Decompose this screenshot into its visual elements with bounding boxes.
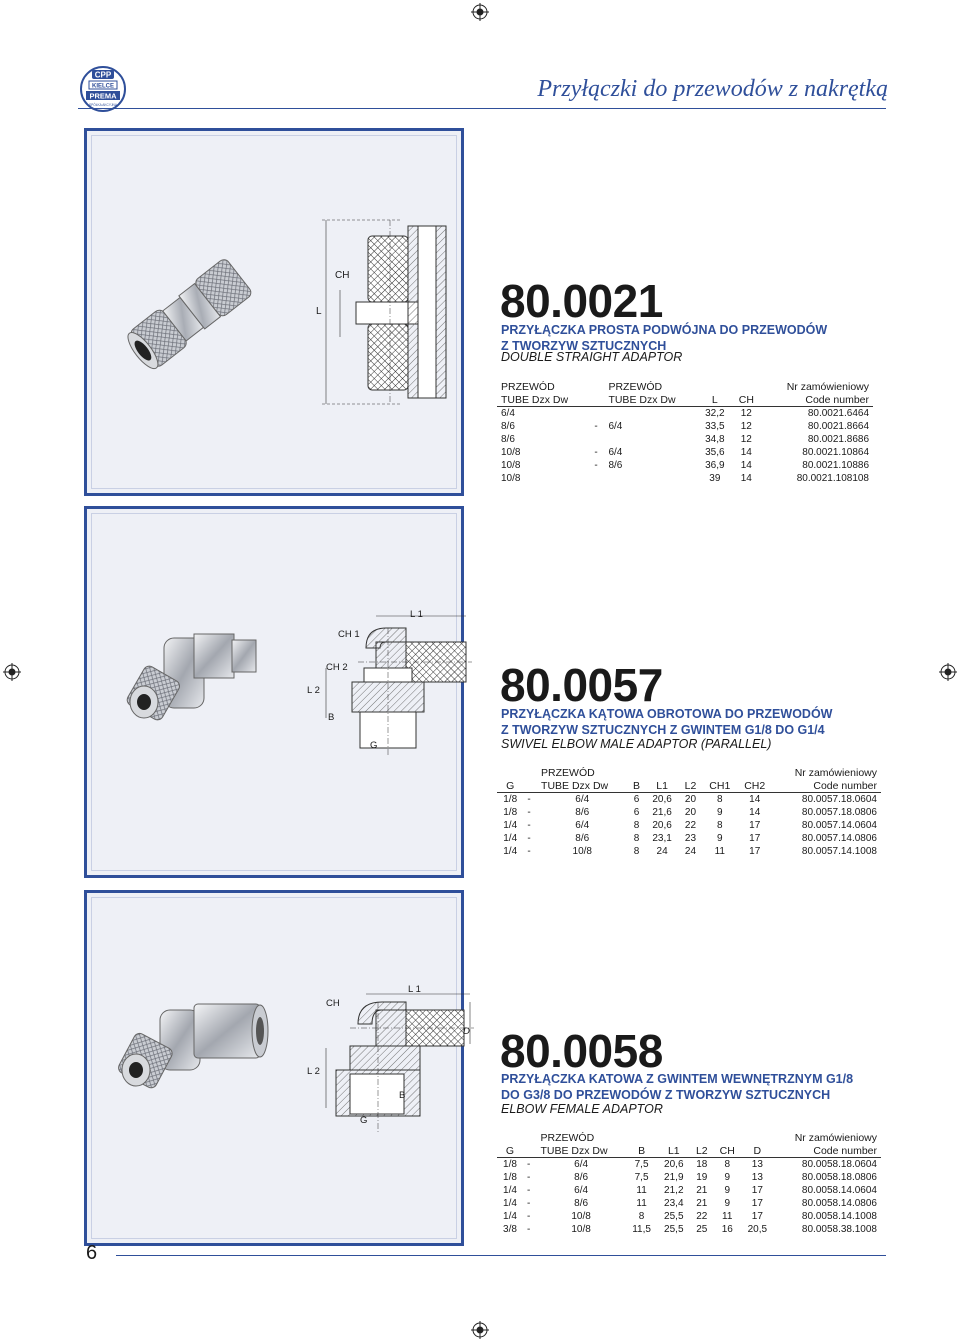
registration-mark-icon [471, 1321, 489, 1339]
table-cell: 8 [633, 846, 640, 857]
product-subtitle: DOUBLE STRAIGHT ADAPTOR [501, 350, 683, 364]
svg-text:KIELCE: KIELCE [91, 83, 115, 90]
table-cell: - [594, 421, 598, 432]
registration-mark-icon [939, 663, 957, 681]
table-cell: 8 [633, 820, 640, 831]
table-cell: 80.0057.14.0604 [801, 820, 877, 831]
table-cell: 25,5 [664, 1224, 684, 1235]
table-cell: 17 [749, 846, 761, 857]
drawing-label: B [399, 1090, 406, 1101]
drawing-label: CH [335, 270, 350, 281]
table-cell: 35,6 [705, 447, 725, 458]
table-cell: - [594, 447, 598, 458]
header-cell [690, 1131, 713, 1144]
header-cell: G [505, 1144, 515, 1157]
header-cell: Code number [805, 393, 869, 406]
registration-mark-icon [3, 663, 21, 681]
table-cell: 1/4 [503, 820, 518, 831]
header-cell: L2 [684, 779, 697, 792]
table-cell: 1/8 [503, 1159, 517, 1170]
table-cell [590, 407, 604, 420]
product-code: 80.0021 [500, 275, 663, 327]
table-cell: 12 [740, 408, 752, 419]
table-cell: 14 [749, 807, 761, 818]
header-cell: G [506, 779, 515, 792]
table-cell: 10/8 [571, 1211, 591, 1222]
header-cell [646, 766, 679, 779]
header-cell: L1 [656, 779, 668, 792]
table-cell: 14 [740, 460, 752, 471]
table-cell: 17 [749, 833, 761, 844]
header-cell [497, 1131, 523, 1144]
spec-table [497, 1131, 881, 1236]
header-cell: Code number [813, 779, 877, 792]
table-cell: 3/8 [503, 1224, 517, 1235]
table-cell: 11 [636, 1198, 647, 1209]
table-cell: 13 [751, 1172, 763, 1183]
table-cell: 23 [684, 833, 697, 844]
table-cell: 80.0057.18.0604 [801, 794, 877, 805]
table-cell: 7,5 [634, 1172, 649, 1183]
header-cell: TUBE Dzx Dw [540, 1144, 608, 1157]
header-cell [679, 766, 703, 779]
table-cell: 21 [696, 1198, 708, 1209]
table-cell: 39 [709, 473, 721, 484]
table-cell: 12 [740, 421, 752, 432]
table-cell: 8/6 [608, 460, 623, 471]
table-cell: - [594, 460, 598, 471]
header-cell: CH2 [744, 779, 766, 792]
table-cell: - [527, 1211, 531, 1222]
header-cell [590, 393, 604, 407]
header-cell [523, 1144, 536, 1158]
table-cell: 9 [724, 1185, 731, 1196]
table-row [497, 433, 873, 446]
table-header-row [497, 1144, 881, 1158]
table-cell: 21 [696, 1185, 708, 1196]
table-cell: 17 [751, 1185, 763, 1196]
header-cell: CH1 [709, 779, 731, 792]
technical-drawing [300, 212, 480, 412]
table-cell: 25 [696, 1224, 708, 1235]
drawing-label: B [328, 712, 335, 723]
table-cell: 14 [740, 473, 752, 484]
table-row [497, 1197, 881, 1210]
table-header-row [497, 779, 881, 793]
swivel-elbow-photo [122, 618, 268, 738]
table-cell: 10/8 [501, 460, 521, 471]
header-cell: B [638, 1144, 646, 1157]
header-cell: Nr zamówieniowy [794, 766, 877, 779]
technical-drawing [306, 608, 476, 758]
header-cell: Nr zamówieniowy [794, 1131, 877, 1144]
table-cell: 1/4 [503, 1198, 517, 1209]
page-title: Przyłączki do przewodów z nakrętką [537, 76, 888, 102]
table-cell: - [527, 1198, 531, 1209]
table-cell: 80.0021.6464 [807, 408, 869, 419]
drawing-label: L 1 [410, 609, 423, 620]
header-cell: L [711, 393, 718, 406]
table-cell: 6 [633, 807, 640, 818]
table-row [497, 845, 881, 858]
product-subtitle: ELBOW FEMALE ADAPTOR [501, 1102, 663, 1116]
table-cell: 1/8 [503, 794, 518, 805]
table-cell: 23,1 [652, 833, 672, 844]
table-cell [590, 433, 604, 446]
table-cell: 8/6 [501, 421, 515, 432]
table-cell [604, 472, 697, 485]
table-cell: 6/4 [575, 794, 590, 805]
technical-drawing [306, 988, 478, 1138]
table-cell: - [527, 1172, 531, 1183]
product-title: PRZYŁĄCZKA KATOWA Z GWINTEM WEWNĘTRZNYM G1/8 DO G3/8 DO PRZEWODÓW Z TWORZYW SZTUCZNYCH [501, 1072, 854, 1102]
header-cell [590, 380, 604, 393]
table-cell: 8/6 [501, 434, 515, 445]
table-row [497, 1184, 881, 1197]
table-row [497, 446, 873, 459]
header-cell [523, 1131, 536, 1144]
table-cell: 22 [696, 1211, 708, 1222]
table-cell: 14 [740, 447, 752, 458]
header-cell: CH [738, 393, 754, 406]
table-row [497, 472, 873, 485]
header-cell [741, 1131, 774, 1144]
table-cell: 16 [721, 1224, 733, 1235]
drawing-label: L 2 [307, 685, 320, 696]
table-row [497, 1210, 881, 1223]
table-row [497, 832, 881, 845]
table-cell: 7,5 [634, 1159, 649, 1170]
drawing-label: CH 2 [326, 662, 348, 673]
table-cell: - [527, 1224, 531, 1235]
table-cell: 1/4 [503, 1185, 517, 1196]
table-cell: 11 [714, 846, 725, 857]
header-cell [497, 766, 523, 779]
product-code: 80.0058 [500, 1025, 663, 1077]
table-header-row [497, 766, 881, 779]
svg-text:PREMA: PREMA [89, 91, 117, 101]
table-cell: 6/4 [575, 820, 590, 831]
table-cell: 11 [636, 1185, 647, 1196]
table-cell: 8/6 [574, 1172, 589, 1183]
table-row [497, 420, 873, 433]
svg-text:SPÓŁKA AKCYJNA: SPÓŁKA AKCYJNA [89, 103, 117, 107]
table-cell: 32,2 [705, 408, 725, 419]
product-subtitle: SWIVEL ELBOW MALE ADAPTOR (PARALLEL) [501, 737, 772, 751]
header-cell: TUBE Dzx Dw [501, 393, 569, 406]
table-cell: 21,9 [664, 1172, 684, 1183]
page-number: 6 [86, 1242, 98, 1264]
table-cell: 1/4 [503, 1211, 517, 1222]
table-cell: 1/8 [503, 807, 518, 818]
header-cell [698, 380, 732, 393]
table-cell: 20,5 [747, 1224, 768, 1235]
table-cell: 24 [656, 846, 668, 857]
table-cell: 80.0058.18.0806 [801, 1172, 877, 1183]
table-cell: 1/8 [503, 1172, 517, 1183]
table-cell: 8/6 [574, 1198, 589, 1209]
header-rule [78, 108, 886, 109]
straight-adaptor-photo [116, 248, 266, 378]
table-cell: 80.0021.108108 [796, 473, 869, 484]
table-cell: 20 [684, 807, 697, 818]
header-cell [737, 766, 772, 779]
table-cell: 6/4 [608, 421, 623, 432]
table-cell: 8/6 [575, 807, 590, 818]
table-cell: 33,5 [705, 421, 725, 432]
table-header-row [497, 380, 873, 393]
table-cell: 11,5 [632, 1224, 651, 1235]
table-cell: 6/4 [574, 1185, 589, 1196]
table-cell: 80.0057.14.1008 [801, 846, 877, 857]
table-cell: 20 [684, 794, 697, 805]
header-cell: CH [719, 1144, 735, 1157]
product-title: PRZYŁĄCZKA KĄTOWA OBROTOWA DO PRZEWODÓW Z TWORZYW SZTUCZNYCH Z GWINTEM G1/8 DO G1/4 [501, 707, 833, 737]
table-cell: - [527, 1159, 531, 1170]
table-row [497, 407, 873, 420]
table-cell: 80.0021.8664 [807, 421, 869, 432]
table-cell: 23,4 [664, 1198, 684, 1209]
table-cell: 25,5 [664, 1211, 684, 1222]
header-cell [657, 1131, 690, 1144]
table-cell: 17 [751, 1198, 763, 1209]
drawing-label: CH 1 [338, 629, 360, 640]
table-cell: 13 [751, 1159, 763, 1170]
company-logo [80, 66, 126, 112]
table-cell: 14 [749, 794, 761, 805]
table-cell [590, 472, 604, 485]
header-cell: B [633, 779, 641, 792]
header-cell [626, 1131, 658, 1144]
table-cell: 8 [717, 794, 723, 805]
elbow-female-photo [116, 994, 276, 1104]
table-cell: 21,2 [664, 1185, 684, 1196]
table-header-row [497, 1131, 881, 1144]
table-cell: 6 [633, 794, 640, 805]
table-cell: - [527, 833, 531, 844]
table-cell: 12 [740, 434, 752, 445]
footer-rule [116, 1255, 886, 1256]
header-cell: TUBE Dzx Dw [541, 779, 609, 792]
table-cell: 8 [638, 1211, 645, 1222]
table-cell: 10/8 [501, 473, 521, 484]
table-cell: 1/4 [503, 833, 518, 844]
table-cell: 9 [724, 1198, 731, 1209]
table-cell: 10/8 [501, 447, 521, 458]
table-cell: 6/4 [501, 408, 515, 419]
svg-text:CPP: CPP [94, 70, 112, 80]
drawing-label: L 1 [408, 984, 421, 995]
header-cell [713, 1131, 741, 1144]
table-cell: 10/8 [572, 846, 592, 857]
table-cell: 80.0057.14.0806 [801, 833, 877, 844]
table-row [497, 819, 881, 832]
table-cell: 80.0058.14.0806 [801, 1198, 877, 1209]
drawing-label: G [370, 740, 378, 751]
registration-mark-icon [471, 3, 489, 21]
table-cell [604, 433, 697, 446]
table-cell: 20,6 [652, 794, 672, 805]
table-cell [604, 407, 697, 420]
header-cell: Nr zamówieniowy [786, 380, 869, 393]
table-cell: 80.0058.14.1008 [801, 1211, 877, 1222]
header-cell [523, 779, 537, 793]
table-cell: 80.0058.18.0604 [801, 1159, 877, 1170]
table-row [497, 1223, 881, 1236]
header-cell [732, 380, 761, 393]
table-row [497, 793, 881, 806]
spec-table [497, 766, 881, 858]
table-cell: 18 [696, 1159, 708, 1170]
header-cell: L1 [667, 1144, 680, 1157]
table-cell: 80.0021.8686 [807, 434, 869, 445]
drawing-label: CH [326, 998, 340, 1009]
product-code: 80.0057 [500, 659, 663, 711]
table-cell: 80.0057.18.0806 [801, 807, 877, 818]
table-cell: - [527, 1185, 531, 1196]
drawing-label: G [360, 1115, 368, 1126]
header-cell [523, 766, 537, 779]
table-cell: 6/4 [608, 447, 623, 458]
table-cell: 9 [724, 1172, 731, 1183]
table-cell: 80.0058.14.0604 [801, 1185, 877, 1196]
spec-table [497, 380, 873, 485]
table-cell: 80.0058.38.1008 [801, 1224, 877, 1235]
table-cell: 8 [717, 820, 723, 831]
product-title: PRZYŁĄCZKA PROSTA PODWÓJNA DO PRZEWODÓW Z TWORZYW SZTUCZNYCH [501, 323, 828, 353]
header-cell: TUBE Dzx Dw [608, 393, 676, 406]
table-cell: 9 [717, 833, 723, 844]
table-cell: - [527, 807, 531, 818]
table-row [497, 806, 881, 819]
table-cell: 36,9 [705, 460, 725, 471]
table-cell: 34,8 [705, 434, 725, 445]
drawing-label: L 2 [307, 1066, 320, 1077]
table-cell: - [527, 846, 531, 857]
table-header-row [497, 393, 873, 407]
header-cell: L2 [695, 1144, 708, 1157]
table-cell: 8 [633, 833, 640, 844]
header-cell [702, 766, 737, 779]
table-row [497, 1171, 881, 1184]
table-cell: 1/4 [503, 846, 518, 857]
header-cell: PRZEWÓD [540, 1131, 595, 1144]
table-cell: 9 [717, 807, 723, 818]
drawing-label: D [463, 1026, 470, 1037]
header-cell: PRZEWÓD [541, 766, 595, 779]
header-cell: D [753, 1144, 762, 1157]
header-cell: Code number [813, 1144, 877, 1157]
table-cell: 8/6 [575, 833, 590, 844]
table-cell: 10/8 [571, 1224, 591, 1235]
table-row [497, 459, 873, 472]
table-cell: 19 [696, 1172, 708, 1183]
table-cell: 21,6 [652, 807, 672, 818]
table-cell: 17 [749, 820, 761, 831]
header-cell: PRZEWÓD [608, 380, 663, 393]
table-cell: 80.0021.10864 [802, 447, 869, 458]
table-cell: 6/4 [574, 1159, 589, 1170]
header-cell [627, 766, 645, 779]
table-cell: 20,6 [652, 820, 672, 831]
table-cell: 20,6 [664, 1159, 684, 1170]
table-cell: 80.0021.10886 [802, 460, 869, 471]
table-cell: 17 [751, 1211, 763, 1222]
table-cell: - [527, 794, 531, 805]
header-cell: PRZEWÓD [501, 380, 555, 393]
table-cell: 24 [684, 846, 697, 857]
table-cell: 8 [724, 1159, 731, 1170]
table-cell: - [527, 820, 531, 831]
table-cell: 22 [684, 820, 697, 831]
drawing-label: L [316, 306, 322, 317]
table-row [497, 1158, 881, 1171]
table-cell: 11 [722, 1211, 733, 1222]
